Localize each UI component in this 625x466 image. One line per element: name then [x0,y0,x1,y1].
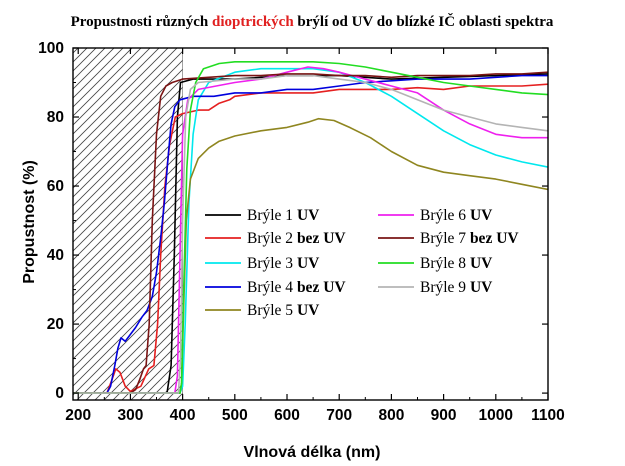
chart-title [71,13,554,30]
x-tick-label: 1000 [478,407,514,424]
x-tick-label: 400 [169,407,196,424]
legend-label-7: Brýle 7 bez UV [420,230,519,247]
x-tick-label: 500 [221,407,248,424]
x-tick-label: 1100 [531,407,565,424]
legend-label-9: Brýle 9 UV [420,279,493,296]
x-tick-label: 300 [117,407,144,424]
legend-label-3: Brýle 3 UV [247,255,320,272]
title-highlight: dioptrických [211,14,294,30]
legend-label-6: Brýle 6 UV [420,207,493,224]
y-tick-label: 100 [38,40,64,57]
title-part2: brýlí od UV do blízké IČ oblasti spektra [293,14,554,30]
y-tick-label: 0 [55,385,64,403]
legend-label-4: Brýle 4 bez UV [247,279,346,296]
legend-label-2: Brýle 2 bez UV [247,230,346,247]
legend [205,207,519,319]
title-part1: Propustnosti různých [70,14,212,30]
x-tick-label: 200 [65,407,92,424]
y-tick-label: 60 [46,178,64,196]
x-axis-label: Vlnová délka (nm) [243,444,381,461]
legend-label-5: Brýle 5 UV [247,302,320,319]
x-tick-label: 900 [430,407,457,424]
y-tick-label: 40 [46,247,64,265]
legend-label-1: Brýle 1 UV [247,207,320,224]
x-tick-label: 800 [378,407,405,424]
uv-hatched-region [73,48,183,400]
x-tick-label: 700 [326,407,353,424]
y-axis-label: Propustnost (%) [21,160,38,284]
y-tick-label: 20 [46,316,64,334]
legend-label-8: Brýle 8 UV [420,255,493,272]
y-tick-label: 80 [46,109,64,127]
x-tick-label: 600 [274,407,300,424]
